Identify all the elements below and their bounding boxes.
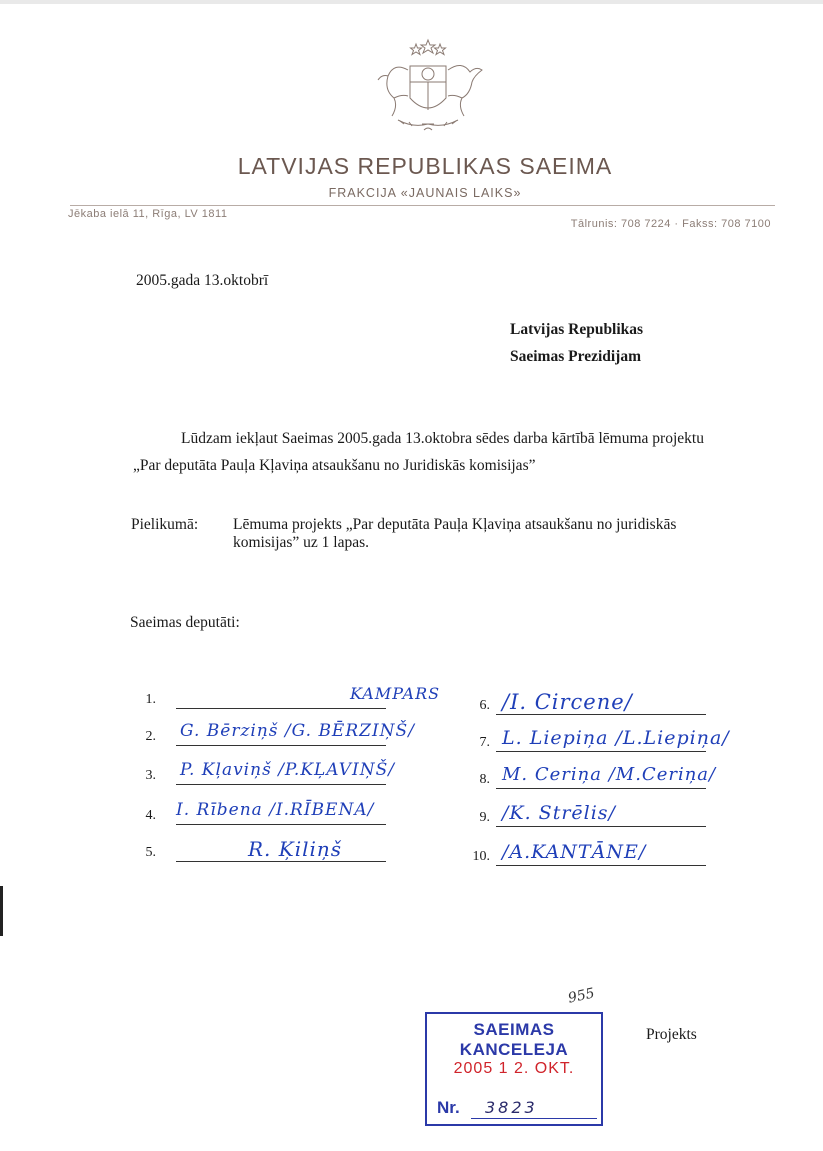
signature-line bbox=[496, 714, 706, 715]
signature-number: 5. bbox=[145, 845, 156, 860]
letterhead-divider bbox=[70, 205, 775, 206]
signature-scrawl: R. Ķiliņš bbox=[248, 837, 343, 861]
signature-scrawl: I. Rībena /I.RĪBENA/ bbox=[176, 800, 375, 820]
signature-number: 3. bbox=[145, 768, 156, 783]
recipient-line-1: Latvijas Republikas bbox=[510, 321, 644, 338]
deputies-label: Saeimas deputāti: bbox=[130, 614, 240, 631]
signature-number: 7. bbox=[479, 735, 490, 750]
signature-scrawl: KAMPARS bbox=[350, 684, 441, 703]
letter-date: 2005.gada 13.oktobrī bbox=[136, 272, 269, 289]
signature-line bbox=[496, 788, 706, 789]
attachment-text: Lēmuma projekts „Par deputāta Pauļa Kļaviņa atsaukšanu no juridiskās komisijas” uz 1 lapas. bbox=[233, 516, 677, 551]
handwritten-note: 955 bbox=[566, 985, 597, 1007]
attachment-label: Pielikumā: bbox=[131, 516, 199, 533]
scan-margin-mark bbox=[0, 886, 3, 936]
signature-number: 1. bbox=[145, 692, 156, 707]
signature-number: 9. bbox=[479, 810, 490, 825]
registry-stamp bbox=[425, 1012, 603, 1126]
signature-line bbox=[176, 784, 386, 785]
signature-number: 6. bbox=[479, 698, 490, 713]
scan-edge bbox=[0, 0, 823, 4]
signature-line bbox=[176, 824, 386, 825]
signature-line bbox=[496, 865, 706, 866]
stamp-date: 2005 1 2. OKT. bbox=[453, 1060, 575, 1077]
letterhead-title: LATVIJAS REPUBLIKAS SAEIMA bbox=[237, 153, 613, 179]
signature-scrawl: /K. Strēlis/ bbox=[502, 802, 616, 824]
letterhead-phone-fax: Tālrunis: 708 7224 · Fakss: 708 7100 bbox=[570, 218, 771, 230]
signature-scrawl: M. Ceriņa /M.Ceriņa/ bbox=[502, 764, 717, 785]
signature-line bbox=[496, 751, 706, 752]
signature-scrawl: P. Kļaviņš /P.KĻAVIŅŠ/ bbox=[180, 760, 395, 780]
recipient-line-2: Saeimas Prezidijam bbox=[510, 348, 642, 365]
signature-scrawl: /I. Circene/ bbox=[502, 690, 633, 714]
recipient-block bbox=[510, 316, 643, 370]
signature-line bbox=[176, 708, 386, 709]
stamp-title: SAEIMAS KANCELEJA bbox=[459, 1020, 569, 1059]
signature-line bbox=[176, 861, 386, 862]
signature-number: 10. bbox=[472, 849, 490, 864]
signature-number: 8. bbox=[479, 772, 490, 787]
coat-of-arms-icon bbox=[358, 36, 498, 136]
letterhead-address: Jēkaba ielā 11, Rīga, LV 1811 bbox=[68, 208, 228, 220]
stamp-number-line bbox=[471, 1118, 597, 1119]
stamp-number-value: 3823 bbox=[485, 1098, 538, 1117]
projekts-label: Projekts bbox=[646, 1026, 697, 1043]
letterhead-subtitle: FRAKCIJA «JAUNAIS LAIKS» bbox=[328, 186, 522, 200]
body-paragraph bbox=[133, 425, 713, 479]
signature-line bbox=[176, 745, 386, 746]
signature-scrawl: L. Liepiņa /L.Liepiņa/ bbox=[502, 727, 730, 749]
signature-scrawl: G. Bērziņš /G. BĒRZIŅŠ/ bbox=[180, 721, 415, 741]
signature-scrawl: /A.KANTĀNE/ bbox=[502, 841, 647, 863]
stamp-number-label: Nr. bbox=[437, 1098, 460, 1117]
signature-line bbox=[496, 826, 706, 827]
body-text: Lūdzam iekļaut Saeimas 2005.gada 13.oktobra sēdes darba kārtībā lēmuma projektu „Par deputāta Pauļa Kļaviņa atsaukšanu no Juridiskās komisijas” bbox=[133, 430, 704, 474]
signature-number: 4. bbox=[145, 808, 156, 823]
signature-number: 2. bbox=[145, 729, 156, 744]
